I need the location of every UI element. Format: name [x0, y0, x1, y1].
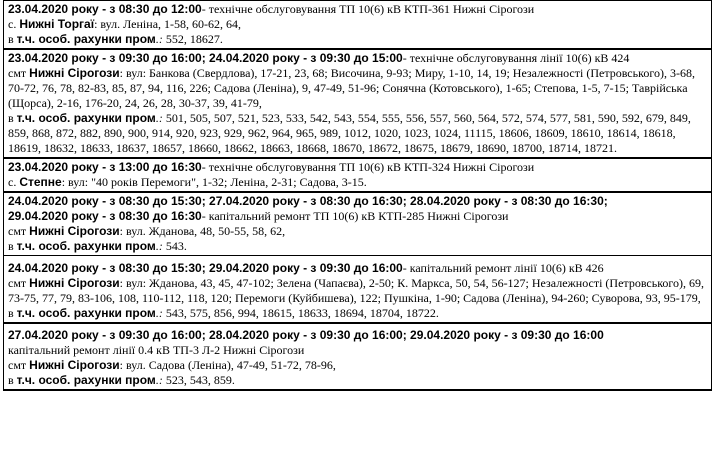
- accounts-values: 501, 505, 507, 521, 523, 533, 542, 543, 554, 555, 556, 557, 560, 564, 572, 574, 577, 581, 590, 592, 679, 849, 859, 868, 872, 882, 890, 900, 914, 920, 923, 929, 962, 964, 965, 989, 1012, 1020, 1023, 1024, 11115, 18606, 18609, 18610, 18614, 18618, 18619, 18632, 18633, 18637, 18657, 18660, 18662, 18663, 18668, 18670, 18672, 18675, 18679, 18690, 18700, 18714, 18721.: [8, 111, 691, 155]
- accounts-separator: .:: [155, 32, 163, 46]
- accounts-prefix: в: [8, 373, 14, 387]
- work-description: - капітальний ремонт лінії 10(6) кВ 426: [402, 261, 604, 275]
- street-list: : вул: "40 років Перемоги", 1-32; Леніна, 2-31; Садова, 3-15.: [61, 175, 367, 189]
- accounts-label: т.ч. особ. рахунки пром: [16, 32, 156, 46]
- locality-prefix: смт: [8, 358, 27, 372]
- street-list: : вул. Садова (Леніна), 47-49, 51-72, 78-96,: [119, 358, 336, 372]
- outage-block-4: [3, 193, 712, 256]
- accounts-separator: .:: [155, 373, 163, 387]
- outage-date-range: 23.04.2020 року - з 13:00 до 16:30: [8, 160, 202, 174]
- accounts-prefix: в: [8, 32, 14, 46]
- locality-name: Нижні Сірогози: [29, 66, 120, 80]
- locality-prefix: с.: [8, 175, 17, 189]
- locality-name: Степне: [19, 175, 62, 189]
- accounts-separator: .:: [155, 306, 163, 320]
- accounts-separator: .:: [155, 239, 163, 253]
- locality-prefix: смт: [8, 276, 27, 290]
- locality-name: Нижні Сірогози: [29, 276, 120, 290]
- accounts-prefix: в: [8, 239, 14, 253]
- street-list: : вул: Банкова (Свердлова), 17-21, 23, 68; Височина, 9-93; Миру, 1-10, 14, 19; Незалежності (Петровського), 3-68, 70-72, 76, 78, 82-83, 85, 87, 94, 116, 226; Садова (Леніна), 9, 47-49, 51-96; Сонячна (Котовського), 1-65; Степова, 1-5, 7-15; Таврійська (Щорса), 2-16, 176-20, 24, 26, 28, 30-37, 39, 41-79,: [8, 66, 695, 110]
- work-description: - капітальний ремонт ТП 10(6) кВ КТП-285 Нижні Сірогози: [201, 209, 509, 223]
- outage-date-range-line: 27.04.2020 року - з 09:30 до 16:00; 28.04.2020 року - з 09:30 до 16:00; 29.04.2020 року - з 09:30 до 16:00: [8, 328, 604, 342]
- locality-name: Нижні Сірогози: [29, 224, 120, 238]
- accounts-label: т.ч. особ. рахунки пром: [16, 239, 156, 253]
- accounts-prefix: в: [8, 306, 14, 320]
- locality-prefix: смт: [8, 224, 27, 238]
- work-description: - технічне обслуговування ТП 10(6) кВ КТП-324 Нижні Сірогози: [201, 160, 535, 174]
- street-list: : вул. Жданова, 48, 50-55, 58, 62,: [119, 224, 286, 238]
- outage-block-6: [3, 324, 712, 391]
- accounts-label: т.ч. особ. рахунки пром: [16, 373, 156, 387]
- work-description: - технічне обслуговування лінії 10(6) кВ 424: [402, 51, 630, 65]
- accounts-values: 543, 575, 856, 994, 18615, 18633, 18694, 18704, 18722.: [162, 306, 439, 320]
- outage-block-1: [3, 1, 712, 50]
- accounts-label: т.ч. особ. рахунки пром: [16, 306, 156, 320]
- accounts-label: т.ч. особ. рахунки пром: [16, 111, 156, 125]
- outage-block-3: [3, 159, 712, 193]
- outage-date-range-line: 24.04.2020 року - з 08:30 до 15:30; 27.04.2020 року - з 08:30 до 16:30; 28.04.2020 року - з 08:30 до 16:30;: [8, 194, 608, 208]
- outage-block-2: [3, 50, 712, 159]
- street-list: : вул: Жданова, 43, 45, 47-102; Зелена (Чапаєва), 2-50; К. Маркса, 50, 54, 56-127; Незалежності (Петровського), 69, 73-75, 77, 79, 83-106, 108, 110-112, 118, 120; Перемоги (Куйбишева), 122; Пушкіна, 1-90; Садова (Леніна), 94-260; Суворова, 93, 95-179,: [8, 276, 705, 305]
- locality-prefix: с.: [8, 17, 17, 31]
- outage-date-range: 29.04.2020 року - з 08:30 до 16:30: [8, 209, 202, 223]
- accounts-values: 523, 543, 859.: [162, 373, 235, 387]
- work-description: - технічне обслуговування ТП 10(6) кВ КТП-361 Нижні Сірогози: [201, 2, 535, 16]
- accounts-prefix: в: [8, 111, 14, 125]
- outage-date-range: 23.04.2020 року - з 09:30 до 16:00; 24.04.2020 року - з 09:30 до 15:00: [8, 51, 403, 65]
- street-list: : вул. Леніна, 1-58, 60-62, 64,: [94, 17, 242, 31]
- accounts-values: 552, 18627.: [162, 32, 223, 46]
- accounts-values: 543.: [162, 239, 187, 253]
- outage-schedule-document: [3, 0, 712, 391]
- locality-prefix: смт: [8, 66, 27, 80]
- outage-block-5: [3, 256, 712, 324]
- accounts-separator: .:: [155, 111, 163, 125]
- work-description: капітальний ремонт лінії 0.4 кВ ТП-3 Л-2 Нижні Сірогози: [8, 343, 305, 357]
- outage-date-range: 24.04.2020 року - з 08:30 до 15:30; 29.04.2020 року - з 09:30 до 16:00: [8, 261, 403, 275]
- locality-name: Нижні Торгаї: [19, 17, 95, 31]
- outage-date-range: 23.04.2020 року - з 08:30 до 12:00: [8, 2, 202, 16]
- locality-name: Нижні Сірогози: [29, 358, 120, 372]
